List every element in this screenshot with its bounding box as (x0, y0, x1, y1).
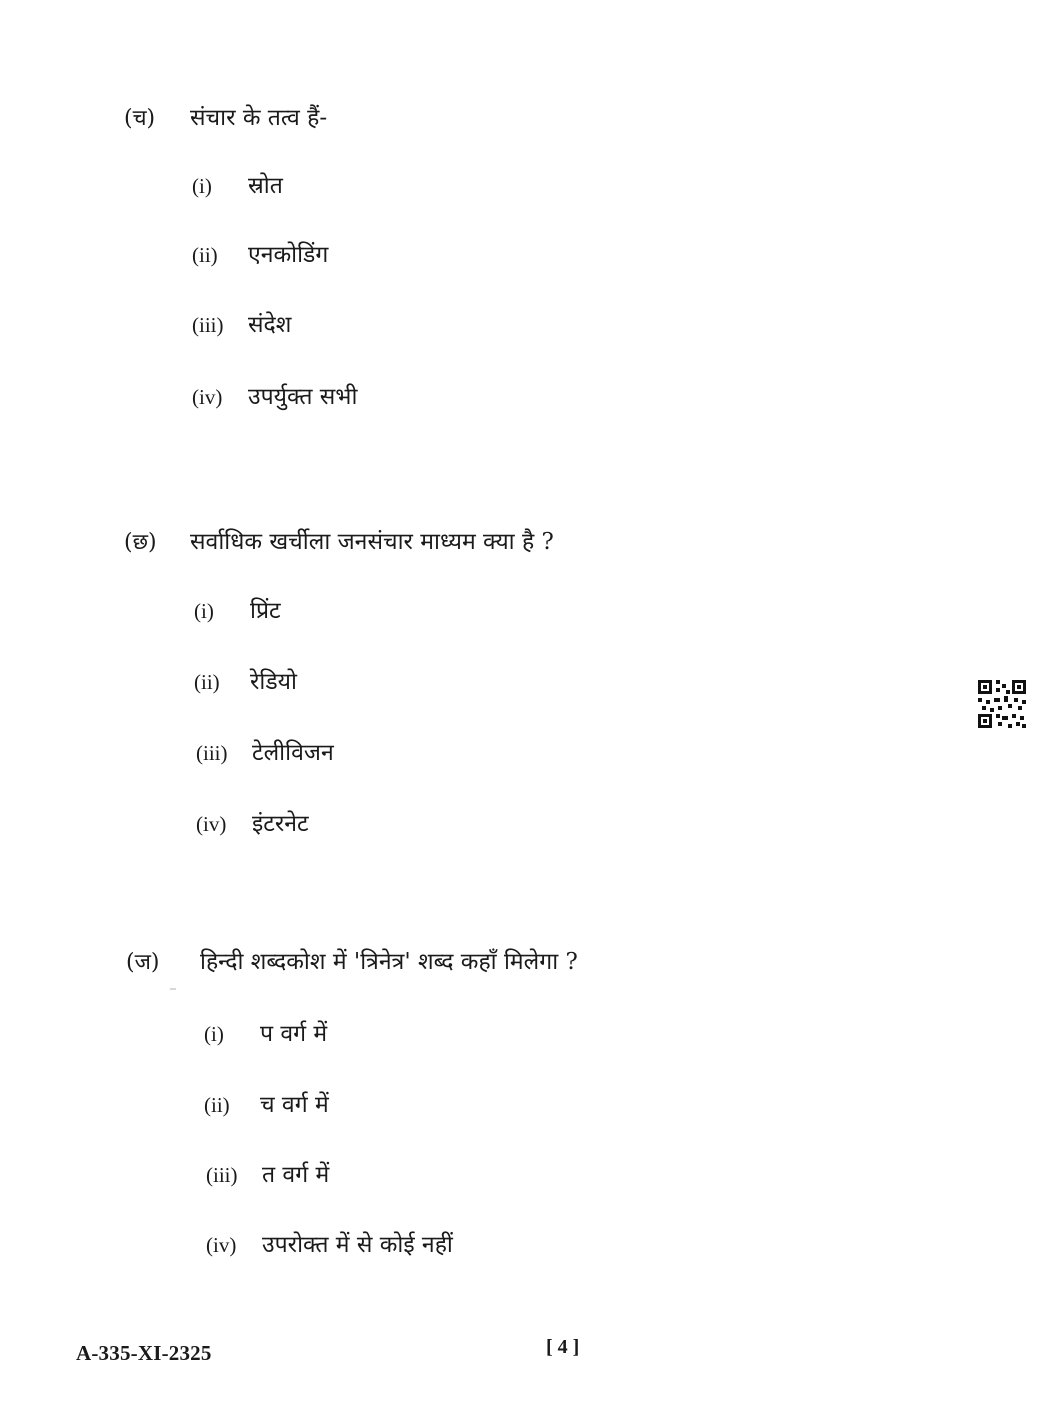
option-label: (i) (194, 599, 214, 623)
option-label: (ii) (192, 243, 218, 267)
option-text: इंटरनेट (252, 811, 309, 837)
option-label: (iv) (192, 385, 223, 409)
option-label: (iv) (196, 812, 227, 836)
option-label: (iv) (206, 1233, 237, 1257)
option-text: रेडियो (250, 669, 297, 695)
question-text: संचार के तत्व हैं- (190, 105, 328, 131)
qr-code-icon (978, 680, 1026, 728)
question-label: (च) (124, 106, 156, 131)
option-label: (ii) (204, 1093, 230, 1117)
option-item (196, 735, 334, 767)
option-text: त वर्ग में (262, 1162, 330, 1188)
question-text: हिन्दी शब्दकोश में 'त्रिनेत्र' शब्द कहाँ मिलेगा ? (200, 949, 578, 975)
option-item (192, 307, 291, 339)
option-label: (ii) (194, 670, 220, 694)
option-text: टेलीविजन (252, 740, 334, 766)
option-item (192, 168, 283, 200)
page-number: [ 4 ] (546, 1336, 580, 1358)
question-text: सर्वाधिक खर्चीला जनसंचार माध्यम क्या है ? (190, 529, 554, 555)
question-line (124, 100, 327, 132)
question-line (124, 524, 554, 556)
option-label: (iii) (206, 1163, 238, 1187)
option-text: उपर्युक्त सभी (248, 384, 358, 410)
option-item (206, 1227, 453, 1259)
option-label: (iii) (192, 313, 224, 337)
option-item (194, 664, 297, 696)
scan-speck (170, 988, 176, 990)
option-label: (i) (204, 1022, 224, 1046)
question-line (126, 944, 578, 976)
option-text: एनकोडिंग (248, 242, 329, 268)
option-item (194, 593, 281, 625)
paper-code: A-335-XI-2325 (76, 1341, 212, 1365)
option-label: (iii) (196, 741, 228, 765)
question-label: (छ) (124, 530, 157, 555)
option-item (204, 1016, 327, 1048)
question-label: (ज) (126, 950, 160, 975)
option-text: स्रोत (248, 173, 283, 199)
option-text: प्रिंट (250, 598, 281, 624)
option-item (206, 1157, 329, 1189)
option-text: उपरोक्त में से कोई नहीं (262, 1232, 453, 1258)
option-item (196, 806, 309, 838)
option-item (192, 237, 328, 269)
option-text: संदेश (248, 312, 292, 338)
option-item (204, 1087, 329, 1119)
option-text: च वर्ग में (260, 1092, 329, 1118)
option-label: (i) (192, 174, 212, 198)
option-text: प वर्ग में (260, 1021, 328, 1047)
option-item (192, 379, 357, 411)
